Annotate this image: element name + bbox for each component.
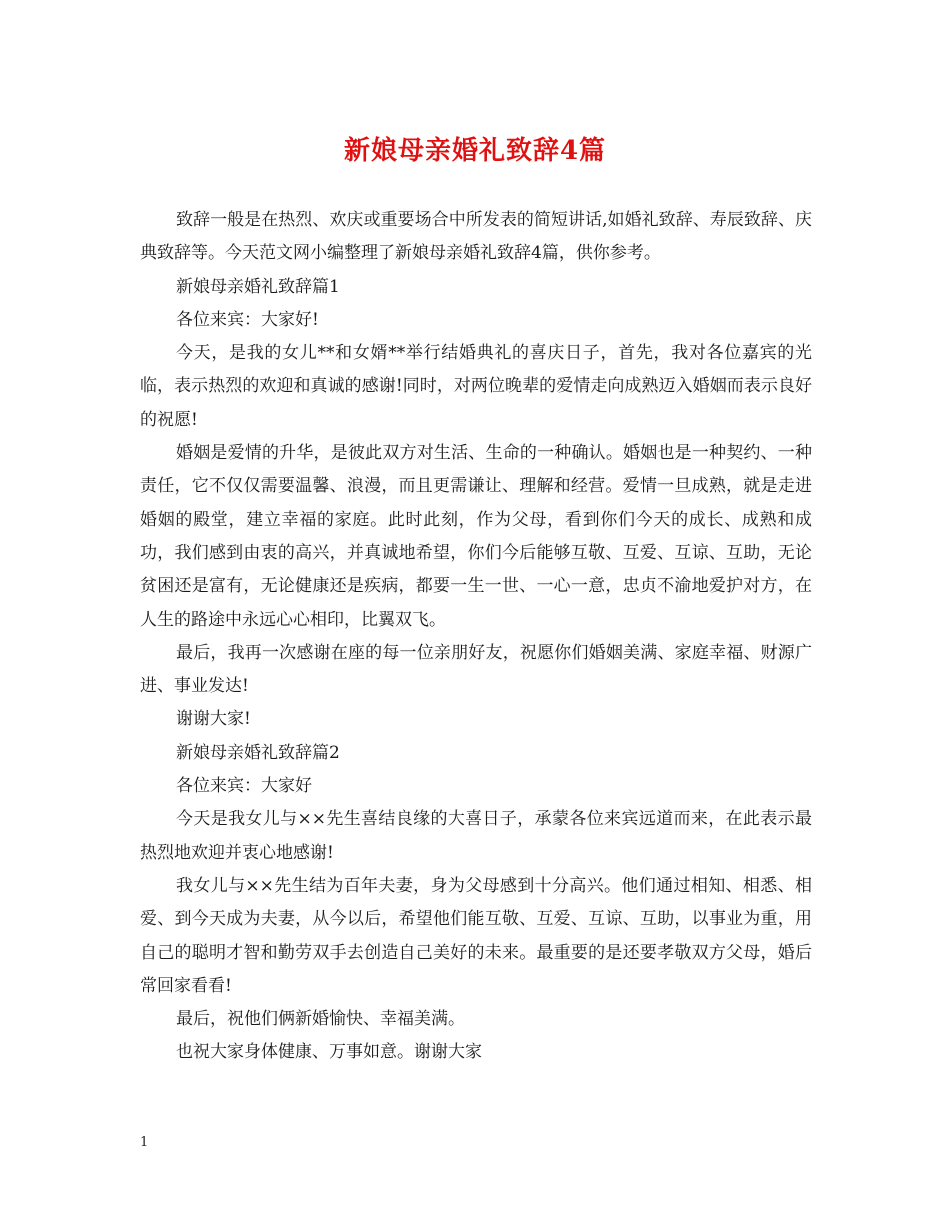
closing-paragraph: 也祝大家身体健康、万事如意。谢谢大家	[176, 1042, 482, 1063]
page-number: 1	[140, 1135, 149, 1150]
greeting-paragraph: 各位来宾：大家好	[176, 776, 312, 797]
body-paragraph: 婚姻是爱情的升华，是彼此双方对生活、生命的一种确认。婚姻也是一种契约、一种责任，它不仅仅需要温馨、浪漫，而且更需谦让、理解和经营。爱情一旦成熟，就是走进婚姻的殿堂，建立幸福的家庭。此时此刻，作为父母，看到你们今天的成长、成熟和成功，我们感到由衷的高兴，并真诚地希望，你们今后能够互敬、互爱、互谅、互助，无论贫困还是富有，无论健康还是疾病，都要一生一世、一心一意，忠贞不渝地爱护对方，在人生的路途中永远心心相印，比翼双飞。	[140, 443, 812, 630]
closing-paragraph: 谢谢大家!	[176, 709, 251, 730]
body-paragraph: 今天是我女儿与××先生喜结良缘的大喜日子，承蒙各位来宾远道而来，在此表示最热烈地欢迎并衷心地感谢!	[140, 809, 812, 863]
body-paragraph: 今天，是我的女儿**和女婿**举行结婚典礼的喜庆日子，首先，我对各位嘉宾的光临，表示热烈的欢迎和真诚的感谢!同时，对两位晚辈的爱情走向成熟迈入婚姻而表示良好的祝愿!	[140, 343, 812, 430]
body-paragraph: 最后，祝他们俩新婚愉快、幸福美满。	[176, 1009, 465, 1030]
section-heading-1: 新娘母亲婚礼致辞篇1	[176, 276, 340, 297]
section-heading-2: 新娘母亲婚礼致辞篇2	[176, 742, 340, 763]
document-title: 新娘母亲婚礼致辞4篇	[343, 136, 607, 166]
document-body	[140, 204, 812, 1070]
body-paragraph: 我女儿与××先生结为百年夫妻，身为父母感到十分高兴。他们通过相知、相悉、相爱、到今天成为夫妻，从今以后，希望他们能互敬、互爱、互谅、互助，以事业为重，用自己的聪明才智和勤劳双手去创造自己美好的未来。最重要的是还要孝敬双方父母，婚后常回家看看!	[140, 875, 812, 996]
intro-paragraph: 致辞一般是在热烈、欢庆或重要场合中所发表的简短讲话,如婚礼致辞、寿辰致辞、庆典致辞等。今天范文网小编整理了新娘母亲婚礼致辞4篇，供你参考。	[140, 210, 812, 264]
greeting-paragraph: 各位来宾：大家好!	[176, 309, 319, 330]
body-paragraph: 最后，我再一次感谢在座的每一位亲朋好友，祝愿你们婚姻美满、家庭幸福、财源广进、事业发达!	[140, 642, 812, 697]
